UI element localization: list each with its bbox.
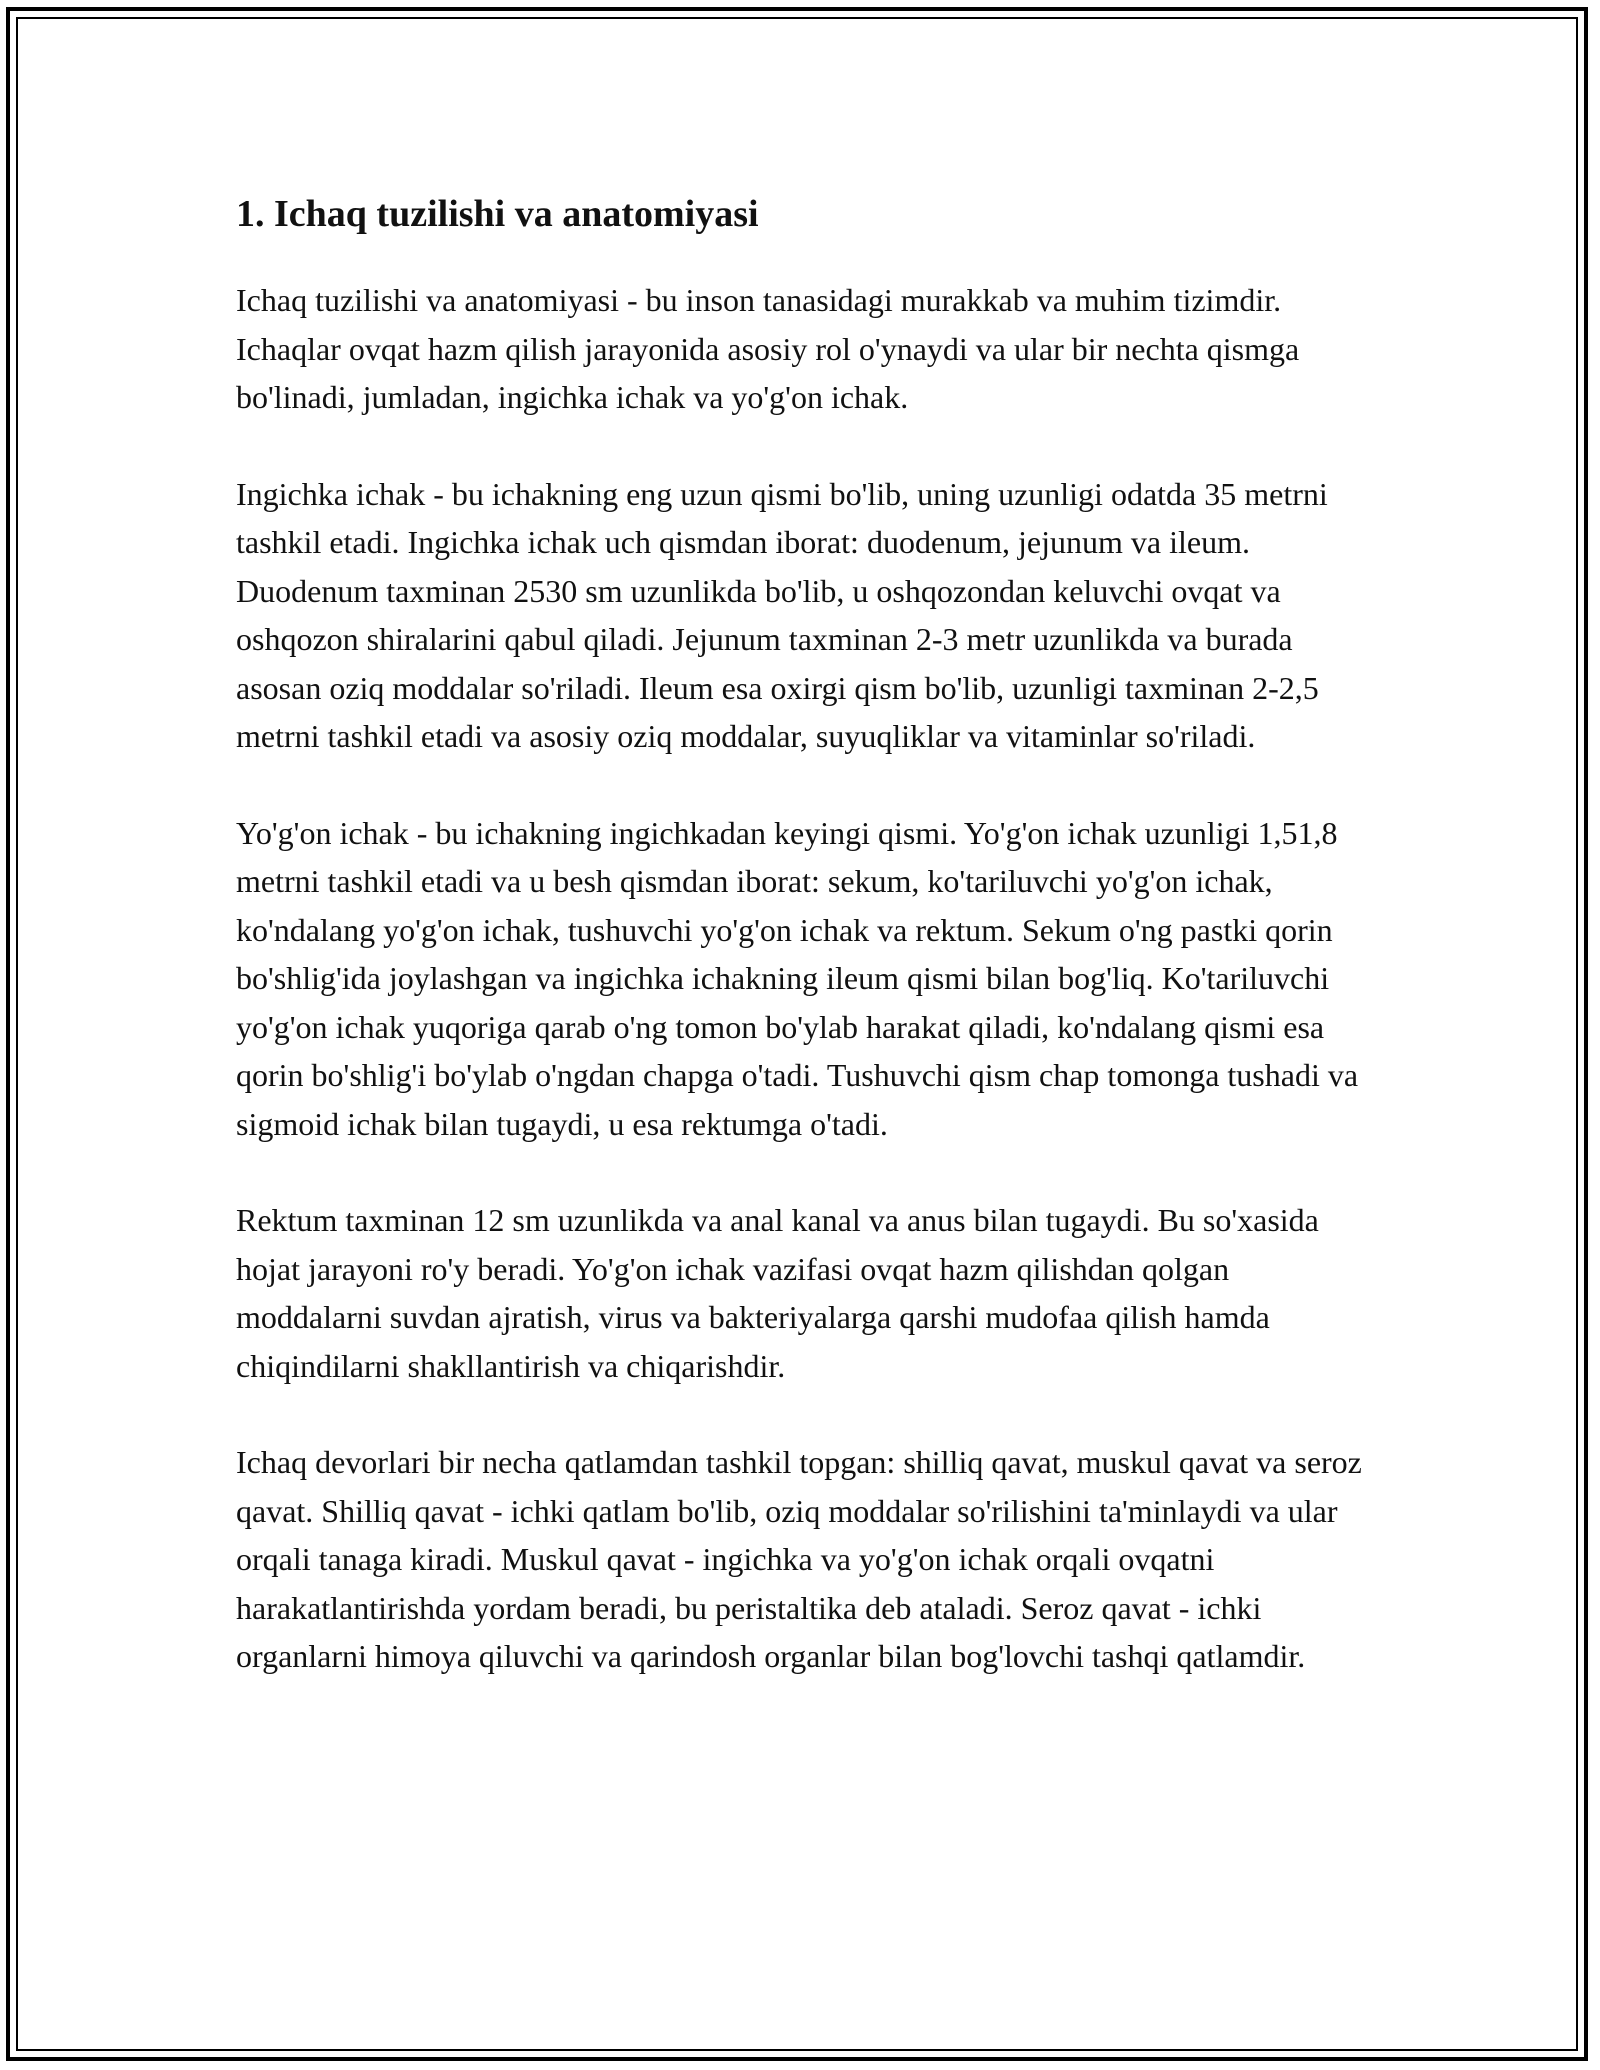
paragraph-intestinal-walls: Ichaq devorlari bir necha qatlamdan tashkil topgan: shilliq qavat, muskul qavat va seroz qavat. Shilliq qavat - ichki qatlam bo'lib, oziq moddalar so'rilishini ta'minlaydi va ular orqali tanaga kiradi. Muskul qavat - ingichka va yo'g'on ichak orqali ovqatni harakatlantirishda yordam beradi, bu peristaltika deb ataladi. Seroz qavat - ichki organlarni himoya qiluvchi va qarindosh organlar bilan bog'lovchi tashqi qatlamdir. <box>236 1444 1362 1674</box>
document-body <box>236 186 1376 1729</box>
paragraph-rectum: Rektum taxminan 12 sm uzunlikda va anal kanal va anus bilan tugaydi. Bu so'xasida hojat jarayoni ro'y beradi. Yo'g'on ichak vazifasi ovqat hazm qilishdan qolgan moddalarni suvdan ajratish, virus va bakteriyalarga qarshi mudofaa qilish hamda chiqindilarni shakllantirish va chiqarishdir. <box>236 1202 1319 1384</box>
section-heading: 1. Ichaq tuzilishi va anatomiyasi <box>236 193 759 235</box>
paragraph-small-intestine: Ingichka ichak - bu ichakning eng uzun qismi bo'lib, uning uzunligi odatda 35 metrni tashkil etadi. Ingichka ichak uch qismdan iborat: duodenum, jejunum va ileum. Duodenum taxminan 2530 sm uzunlikda bo'lib, u oshqozondan keluvchi ovqat va oshqozon shiralarini qabul qiladi. Jejunum taxminan 2-3 metr uzunlikda va burada asosan oziq moddalar so'riladi. Ileum esa oxirgi qism bo'lib, uzunligi taxminan 2-2,5 metrni tashkil etadi va asosiy oziq moddalar, suyuqliklar va vitaminlar so'riladi. <box>236 475 1328 754</box>
paragraph-large-intestine: Yo'g'on ichak - bu ichakning ingichkadan keyingi qismi. Yo'g'on ichak uzunligi 1,51,8 metrni tashkil etadi va u besh qismdan iborat: sekum, ko'tariluvchi yo'g'on ichak, ko'ndalang yo'g'on ichak, tushuvchi yo'g'on ichak va rektum. Sekum o'ng pastki qorin bo'shlig'ida joylashgan va ingichka ichakning ileum qismi bilan bog'liq. Ko'tariluvchi yo'g'on ichak yuqoriga qarab o'ng tomon bo'ylab harakat qiladi, ko'ndalang qismi esa qorin bo'shlig'i bo'ylab o'ngdan chapga o'tadi. Tushuvchi qism chap tomonga tushadi va sigmoid ichak bilan tugaydi, u esa rektumga o'tadi. <box>236 814 1359 1142</box>
paragraph-intro: Ichaq tuzilishi va anatomiyasi - bu inson tanasidagi murakkab va muhim tizimdir. Ichaqlar ovqat hazm qilish jarayonida asosiy rol o'ynaydi va ular bir nechta qismga bo'linadi, jumladan, ingichka ichak va yo'g'on ichak. <box>236 282 1300 415</box>
